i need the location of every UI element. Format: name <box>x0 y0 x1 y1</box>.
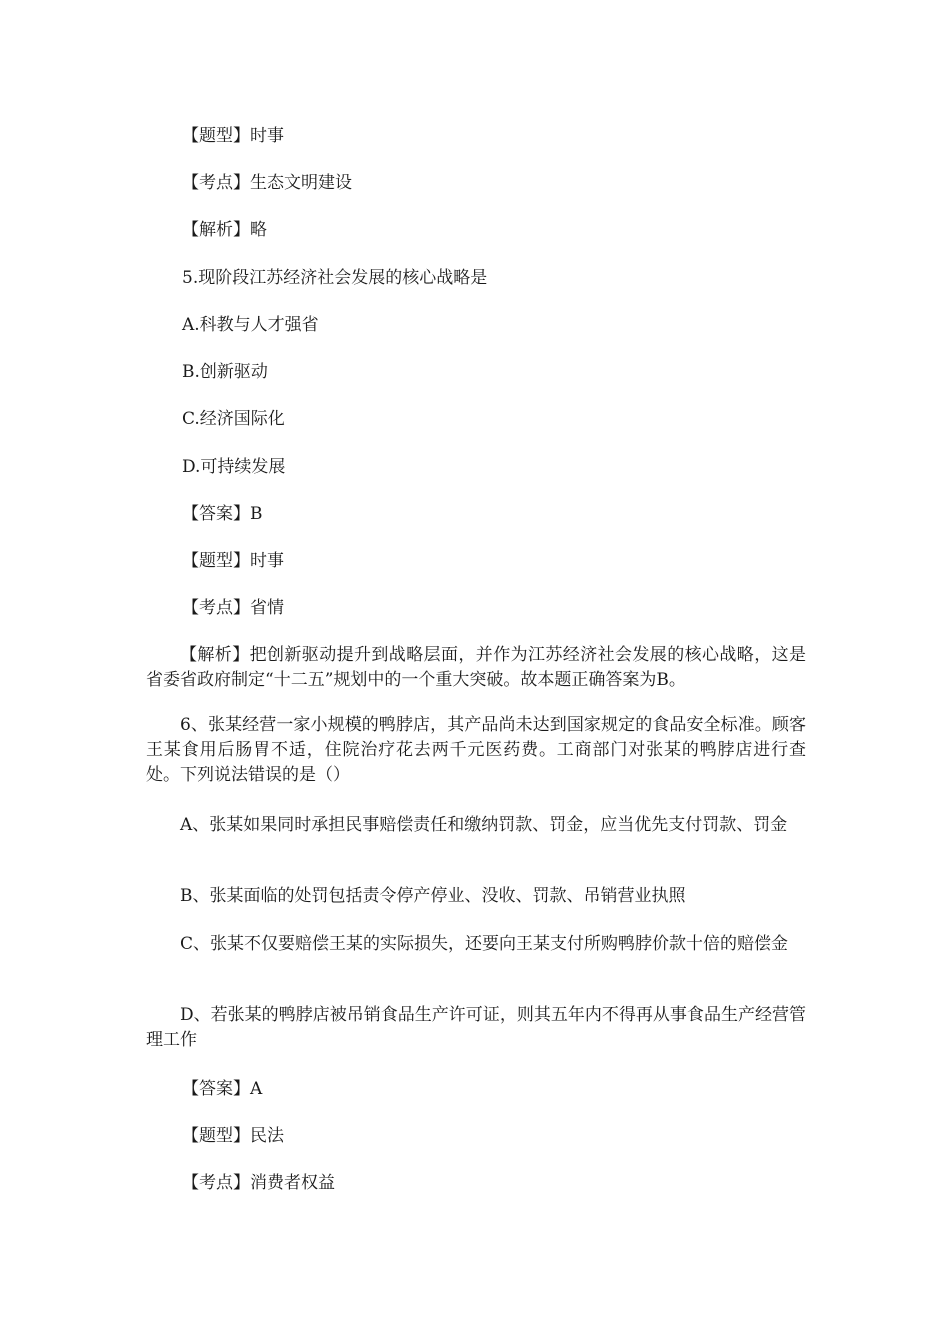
question-5-answer: 【答案】B <box>182 504 263 524</box>
question-5-point: 【考点】省情 <box>182 598 284 618</box>
analysis-label: 【解析】略 <box>182 220 267 240</box>
question-6-answer: 【答案】A <box>182 1079 263 1099</box>
question-5-option-d: D.可持续发展 <box>182 457 286 477</box>
question-6-option-a: A、张某如果同时承担民事赔偿责任和缴纳罚款、罚金，应当优先支付罚款、罚金 <box>180 815 788 835</box>
question-6-option-c: C、张某不仅要赔偿王某的实际损失，还要向王某支付所购鸭脖价款十倍的赔偿金 <box>180 934 789 954</box>
question-6-stem: 6、张某经营一家小规模的鸭脖店，其产品尚未达到国家规定的食品安全标准。顾客王某食用后肠胃不适，住院治疗花去两千元医药费。工商部门对张某的鸭脖店进行查处。下列说法错误的是（） <box>146 715 806 785</box>
question-5-analysis: 【解析】把创新驱动提升到战略层面，并作为江苏经济社会发展的核心战略，这是省委省政府制定“十二五”规划中的一个重大突破。故本题正确答案为B。 <box>146 645 806 690</box>
exam-point-label: 【考点】生态文明建设 <box>182 173 352 193</box>
question-5-type: 【题型】时事 <box>182 551 284 571</box>
question-5-option-b: B.创新驱动 <box>182 362 268 382</box>
question-5-option-c: C.经济国际化 <box>182 409 285 429</box>
question-6-option-d: D、若张某的鸭脖店被吊销食品生产许可证，则其五年内不得再从事食品生产经营管理工作 <box>146 1005 806 1050</box>
question-5-option-a: A.科教与人才强省 <box>182 315 319 335</box>
question-type-label: 【题型】时事 <box>182 126 284 146</box>
question-6-point: 【考点】消费者权益 <box>182 1173 335 1193</box>
question-5-stem: 5.现阶段江苏经济社会发展的核心战略是 <box>182 268 488 288</box>
question-6-option-b: B、张某面临的处罚包括责令停产停业、没收、罚款、吊销营业执照 <box>180 886 686 906</box>
question-6-type: 【题型】民法 <box>182 1126 284 1146</box>
